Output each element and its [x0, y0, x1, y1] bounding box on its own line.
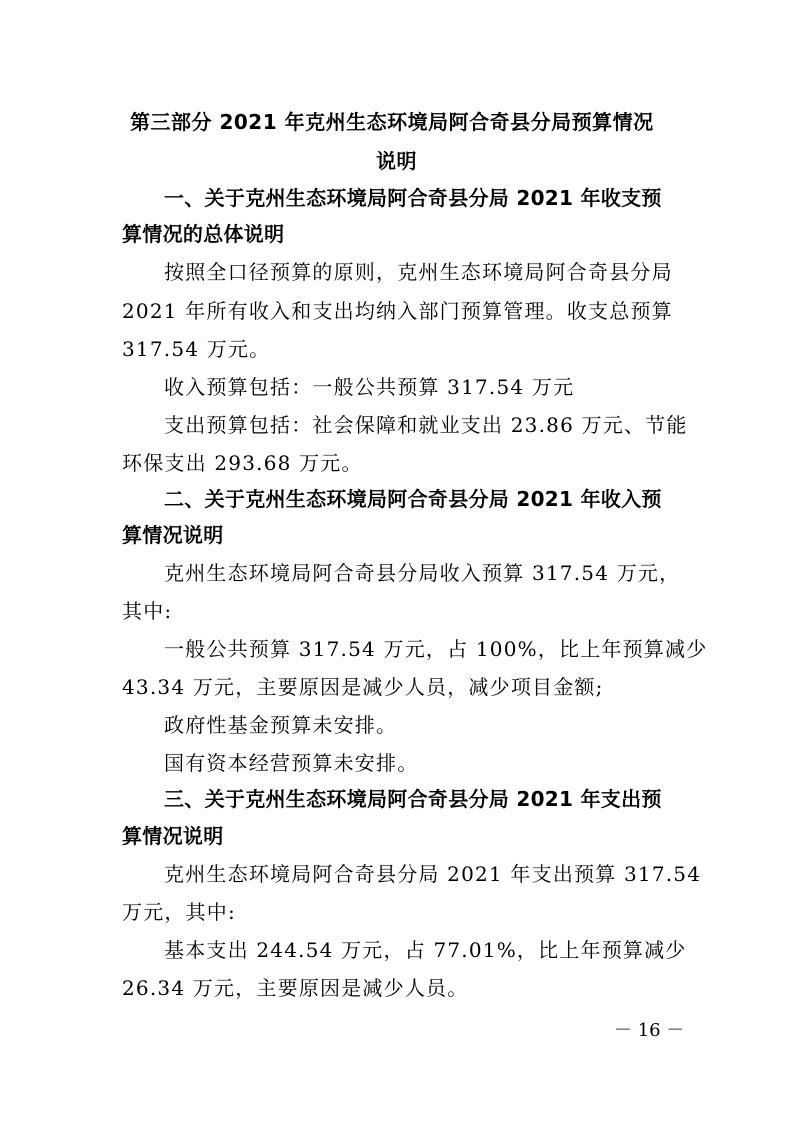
section-3-heading-line-1: 三、关于克州生态环境局阿合奇县分局 2021 年支出预 [164, 787, 662, 811]
section-2-paragraph-3: 政府性基金预算未安排。 [164, 713, 398, 737]
section-1-paragraph-3-line-2: 环保支出 293.68 万元。 [122, 451, 363, 475]
page-number: － 16 － [614, 1020, 685, 1041]
section-3-paragraph-1-line-1: 克州生态环境局阿合奇县分局 2021 年支出预算 317.54 [164, 862, 702, 886]
document-title-line-2: 说明 [376, 149, 417, 173]
section-2-heading-line-2: 算情况说明 [122, 523, 224, 547]
section-2-paragraph-2-line-2: 43.34 万元，主要原因是减少人员，减少项目金额; [122, 675, 604, 699]
section-1-heading-line-2: 算情况的总体说明 [122, 222, 285, 246]
section-2-paragraph-1-line-1: 克州生态环境局阿合奇县分局收入预算 317.54 万元， [164, 561, 681, 585]
document-title-line-1: 第三部分 2021 年克州生态环境局阿合奇县分局预算情况 [130, 110, 654, 134]
section-1-paragraph-1-line-2: 2021 年所有收入和支出均纳入部门预算管理。收支总预算 [122, 299, 673, 323]
section-3-heading-line-2: 算情况说明 [122, 824, 224, 848]
section-2-paragraph-2-line-1: 一般公共预算 317.54 万元，占 100%，比上年预算减少 [164, 637, 708, 661]
section-2-paragraph-4: 国有资本经营预算未安排。 [164, 751, 419, 775]
section-1-paragraph-1-line-3: 317.54 万元。 [122, 337, 271, 361]
section-2-paragraph-1-line-2: 其中: [122, 599, 173, 623]
section-3-paragraph-1-line-2: 万元，其中: [122, 900, 236, 924]
section-1-paragraph-1-line-1: 按照全口径预算的原则，克州生态环境局阿合奇县分局 [164, 260, 673, 284]
section-3-paragraph-2-line-1: 基本支出 244.54 万元，占 77.01%，比上年预算减少 [164, 938, 687, 962]
section-1-heading-line-1: 一、关于克州生态环境局阿合奇县分局 2021 年收支预 [164, 186, 662, 210]
section-2-heading-line-1: 二、关于克州生态环境局阿合奇县分局 2021 年收入预 [164, 487, 662, 511]
section-1-paragraph-2: 收入预算包括：一般公共预算 317.54 万元 [164, 375, 575, 399]
section-1-paragraph-3-line-1: 支出预算包括：社会保障和就业支出 23.86 万元、节能 [164, 413, 688, 437]
section-3-paragraph-2-line-2: 26.34 万元，主要原因是减少人员。 [122, 976, 469, 1000]
